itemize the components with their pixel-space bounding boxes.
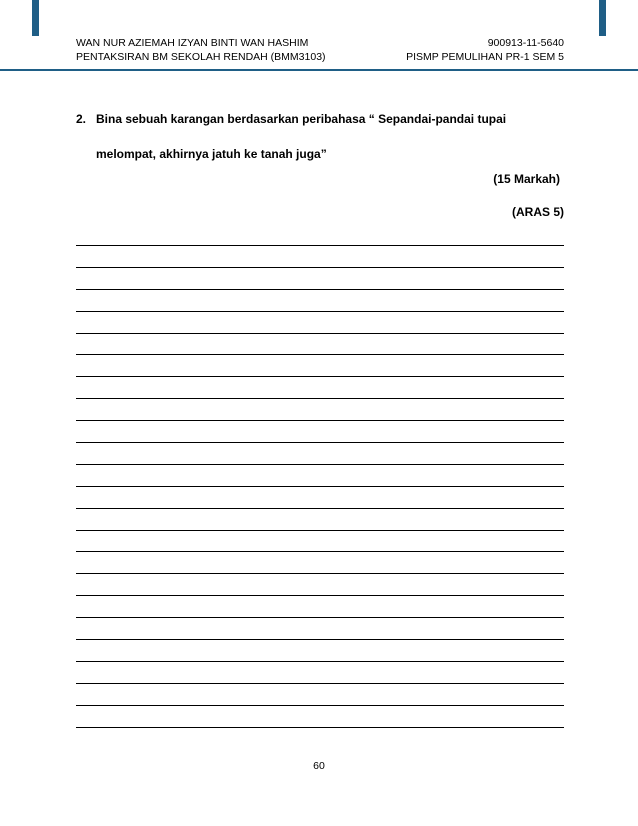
answer-line — [76, 354, 564, 355]
answer-line — [76, 376, 564, 377]
answer-line — [76, 661, 564, 662]
level-label: (ARAS 5) — [511, 205, 564, 219]
marks-label: (15 Markah) — [493, 172, 560, 186]
header-rule — [0, 69, 638, 71]
answer-line — [76, 486, 564, 487]
answer-line — [76, 551, 564, 552]
answer-line — [76, 464, 564, 465]
answer-line — [76, 573, 564, 574]
answer-line — [76, 639, 564, 640]
answer-line — [76, 595, 564, 596]
answer-line — [76, 705, 564, 706]
answer-lines — [76, 245, 564, 748]
answer-line — [76, 683, 564, 684]
question-number: 2. — [76, 112, 87, 126]
question-text-line1: Bina sebuah karangan berdasarkan peribahasa “ Sepandai-pandai tupai — [96, 112, 507, 126]
answer-line — [76, 311, 564, 312]
answer-line — [76, 530, 564, 531]
program-title: PISMP PEMULIHAN PR-1 SEM 5 — [406, 51, 564, 63]
left-margin-bar — [32, 0, 39, 36]
question-block — [76, 112, 564, 161]
author-id: 900913-11-5640 — [487, 37, 564, 49]
question-text-line2: melompat, akhirnya jatuh ke tanah juga” — [96, 147, 327, 161]
answer-line — [76, 267, 564, 268]
page-number: 60 — [313, 760, 325, 772]
answer-line — [76, 727, 564, 728]
answer-line — [76, 398, 564, 399]
course-title: PENTAKSIRAN BM SEKOLAH RENDAH (BMM3103) — [76, 51, 326, 63]
answer-line — [76, 245, 564, 246]
answer-line — [76, 442, 564, 443]
answer-line — [76, 289, 564, 290]
page-header — [76, 36, 564, 64]
answer-line — [76, 333, 564, 334]
answer-line — [76, 617, 564, 618]
answer-line — [76, 508, 564, 509]
answer-line — [76, 420, 564, 421]
author-name: WAN NUR AZIEMAH IZYAN BINTI WAN HASHIM — [76, 37, 309, 49]
right-margin-bar — [599, 0, 606, 36]
